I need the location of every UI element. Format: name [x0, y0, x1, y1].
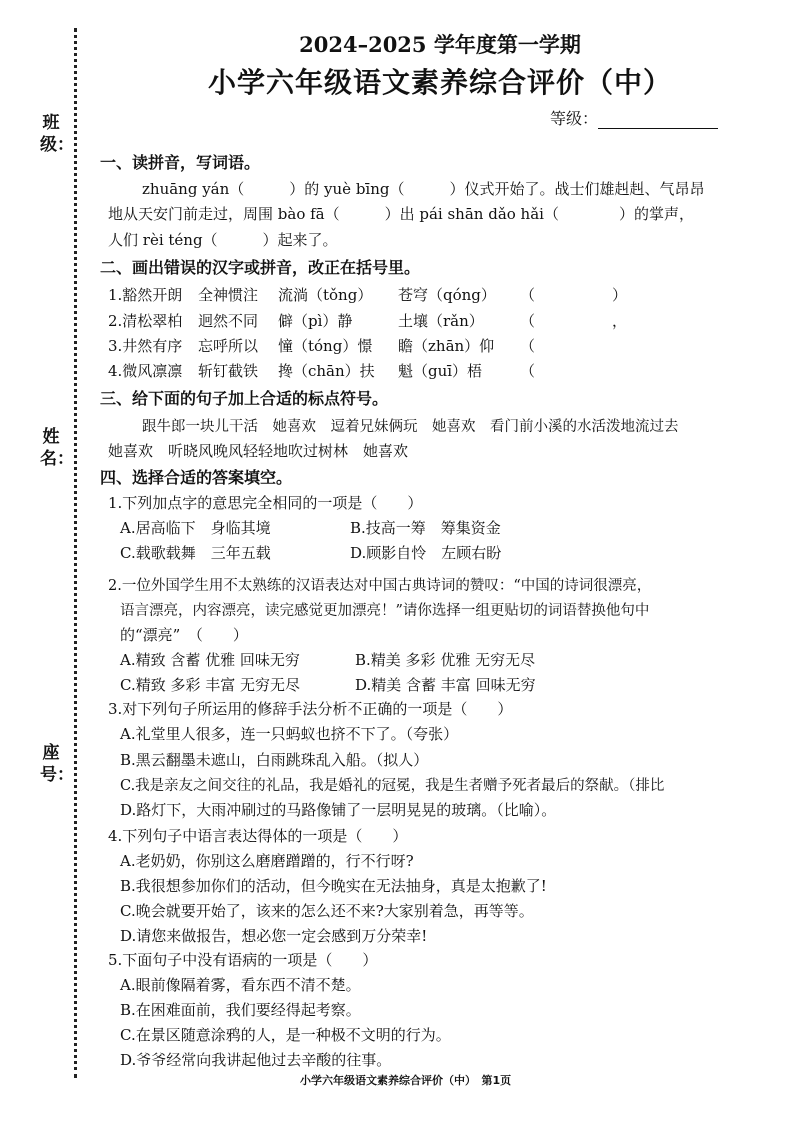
s2-cell: 全神惯注 — [198, 286, 259, 304]
s2-cell: 流淌（tǒng） — [278, 286, 373, 304]
s2-cell: 2.清松翠柏 — [108, 312, 183, 330]
s2-answer-close: ） — [612, 286, 628, 304]
q1-stem: 1.下列加点字的意思完全相同的一项是（ ） — [108, 494, 423, 512]
s3-line-2: 她喜欢 听晓风晚风轻轻地吹过树林 她喜欢 — [108, 442, 409, 460]
s2-cell: 土壤（rǎn） — [398, 312, 484, 330]
section-1-title: 一、读拼音，写词语。 — [100, 153, 261, 172]
name-label: 姓名： — [40, 427, 74, 469]
binding-margin — [0, 0, 80, 1123]
q5-option-b[interactable]: B.在困难面前，我们要经得起考察。 — [120, 1001, 361, 1019]
s2-answer-close: ， — [612, 312, 628, 330]
seat-label: 座号： — [40, 743, 74, 785]
s2-answer-open[interactable]: （ — [520, 286, 536, 304]
q5-option-a[interactable]: A.眼前像隔着雾，看东西不清不楚。 — [120, 976, 361, 994]
q4-option-b[interactable]: B.我很想参加你们的活动，但今晚实在无法抽身，真是太抱歉了! — [120, 877, 547, 895]
s2-answer-open[interactable]: （ — [520, 337, 536, 355]
dotted-cut-line — [74, 28, 77, 1078]
s2-cell: 僻（pì）静 — [278, 312, 353, 330]
q2-option-a[interactable]: A.精致 含蓄 优雅 回味无穷 — [120, 651, 300, 669]
q3-stem: 3.对下列句子所运用的修辞手法分析不正确的一项是（ ） — [108, 700, 513, 718]
s2-cell: 斩钉截铁 — [198, 362, 259, 380]
q1-option-a[interactable]: A.居高临下 身临其境 — [120, 519, 271, 537]
q2-line-1: 2.一位外国学生用不太熟练的汉语表达对中国古典诗词的赞叹：“中国的诗词很漂亮， — [108, 578, 652, 594]
q3-option-b[interactable]: B.黑云翻墨未遮山，白雨跳珠乱入船。（拟人） — [120, 751, 429, 769]
q3-option-d[interactable]: D.路灯下，大雨冲刷过的马路像铺了一层明晃晃的玻璃。（比喻）。 — [120, 801, 557, 819]
section-4-title: 四、选择合适的答案填空。 — [100, 468, 293, 487]
q2-line-3: 的“漂亮” （ ） — [120, 626, 248, 644]
q2-option-b[interactable]: B.精美 多彩 优雅 无穷无尽 — [355, 651, 536, 669]
s2-cell: 憧（tóng）憬 — [278, 337, 373, 355]
s2-cell: 瞻（zhān）仰 — [398, 337, 495, 355]
q2-line-2: 语言漂亮，内容漂亮，读完感觉更加漂亮！”请你选择一组更贴切的词语替换他句中 — [120, 603, 650, 619]
class-label: 班级： — [40, 113, 74, 155]
q4-option-d[interactable]: D.请您来做报告，想必您一定会感到万分荣幸! — [120, 927, 428, 945]
q2-option-d[interactable]: D.精美 含蓄 丰富 回味无穷 — [355, 676, 536, 694]
q3-option-a[interactable]: A.礼堂里人很多，连一只蚂蚁也挤不下了。（夸张） — [120, 725, 459, 743]
q1-option-c[interactable]: C.载歌载舞 三年五载 — [120, 544, 271, 562]
s2-answer-open[interactable]: （ — [520, 362, 536, 380]
q1-option-b[interactable]: B.技高一筹 筹集资金 — [350, 519, 501, 537]
s2-cell: 魁（guī）梧 — [398, 362, 483, 380]
q5-option-d[interactable]: D.爷爷经常向我讲起他过去辛酸的往事。 — [120, 1051, 392, 1069]
school-year: 2024–2025 学年度第一学期 — [299, 32, 581, 57]
s2-cell: 4.微风凛凛 — [108, 362, 183, 380]
q5-option-c[interactable]: C.在景区随意涂鸦的人，是一种极不文明的行为。 — [120, 1026, 451, 1044]
q1-option-d[interactable]: D.顾影自怜 左顾右盼 — [350, 544, 502, 562]
s2-cell: 迥然不同 — [198, 312, 259, 330]
q4-option-c[interactable]: C.晚会就要开始了，该来的怎么还不来?大家别着急，再等等。 — [120, 902, 534, 920]
s1-line-2: 地从天安门前走过，周围 bào fā（ ）出 pái shān dǎo hǎi（ ）的掌声， — [108, 205, 694, 223]
s2-cell: 搀（chān）扶 — [278, 362, 375, 380]
grade-label: 等级： — [549, 109, 598, 128]
exam-title: 小学六年级语文素养综合评价（中） — [207, 66, 672, 99]
s2-answer-open[interactable]: （ — [520, 312, 536, 330]
s2-cell: 1.豁然开朗 — [108, 286, 183, 304]
s2-cell: 3.井然有序 — [108, 337, 183, 355]
q2-option-c[interactable]: C.精致 多彩 丰富 无穷无尽 — [120, 676, 301, 694]
q5-stem: 5.下面句子中没有语病的一项是（ ） — [108, 951, 378, 969]
q4-stem: 4.下列句子中语言表达得体的一项是（ ） — [108, 827, 408, 845]
section-2-title: 二、画出错误的汉字或拼音，改正在括号里。 — [100, 258, 421, 277]
s3-line-1: 跟牛郎一块儿干活 她喜欢 逗着兄妹俩玩 她喜欢 看门前小溪的水活泼地流过去 — [142, 419, 679, 435]
exam-body — [100, 0, 790, 1123]
s1-line-1: zhuāng yán（ ）的 yuè bīng（ ）仪式开始了。战士们雄赳赳、气昂昂 — [142, 180, 705, 198]
q4-option-a[interactable]: A.老奶奶，你别这么磨磨蹭蹭的，行不行呀? — [120, 852, 414, 870]
section-3-title: 三、给下面的句子加上合适的标点符号。 — [100, 389, 389, 408]
s1-line-3: 人们 rèi téng（ ）起来了。 — [108, 231, 338, 249]
s2-cell: 苍穹（qóng） — [398, 286, 496, 304]
page-footer: 小学六年级语文素养综合评价（中） 第1页 — [300, 1074, 512, 1087]
q3-option-c[interactable]: C.我是亲友之间交往的礼品，我是婚礼的冠冕，我是生者赠予死者最后的祭献。（排比 — [120, 778, 665, 794]
s2-cell: 忘呼所以 — [198, 337, 259, 355]
